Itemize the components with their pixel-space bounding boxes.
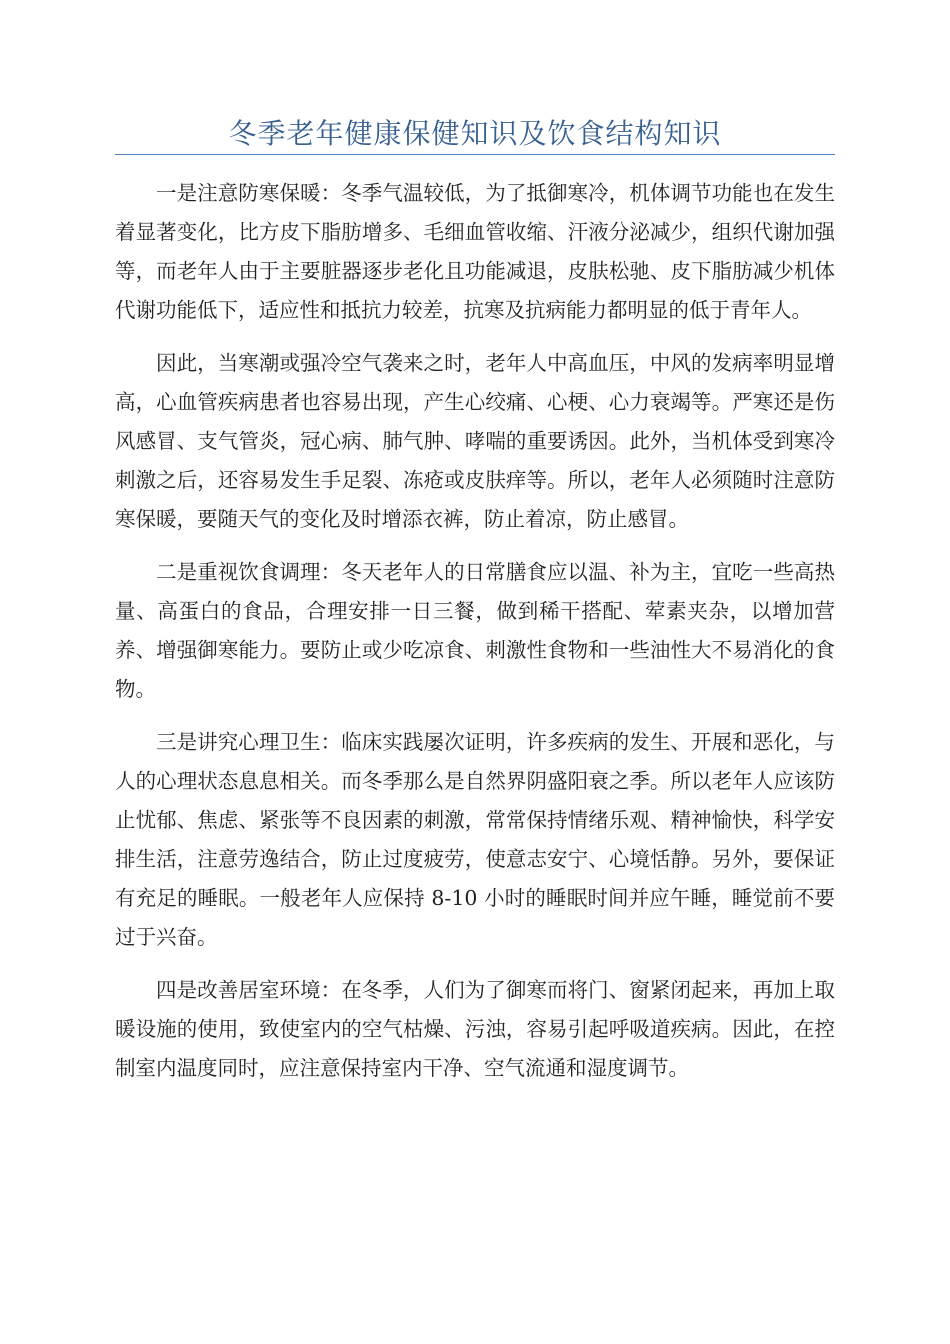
- document-body: [115, 174, 835, 1102]
- paragraph-indoor-environment: 四是改善居室环境：在冬季，人们为了御寒而将门、窗紧闭起来，再加上取暖设施的使用，致使室内的空气枯燥、污浊，容易引起呼吸道疾病。因此，在控制室内温度同时，应注意保持室内干净、空气流通和湿度调节。: [115, 978, 835, 1080]
- paragraph-mental-health: 三是讲究心理卫生：临床实践屡次证明，许多疾病的发生、开展和恶化，与人的心理状态息息相关。而冬季那么是自然界阴盛阳衰之季。所以老年人应该防止忧郁、焦虑、紧张等不良因素的刺激，常常保持情绪乐观、精神愉快，科学安排生活，注意劳逸结合，防止过度疲劳，使意志安宁、心境恬静。另外，要保证有充足的睡眠。一般老年人应保持 8-10 小时的睡眠时间并应午睡，睡觉前不要过于兴奋。: [115, 730, 835, 949]
- paragraph-cold-risks: 因此，当寒潮或强冷空气袭来之时，老年人中高血压，中风的发病率明显增高，心血管疾病患者也容易出现，产生心绞痛、心梗、心力衰竭等。严寒还是伤风感冒、支气管炎，冠心病、肺气肿、哮喘的重要诱因。此外，当机体受到寒冷刺激之后，还容易发生手足裂、冻疮或皮肤痒等。所以，老年人必须随时注意防寒保暖，要随天气的变化及时增添衣裤，防止着凉，防止感冒。: [115, 351, 835, 531]
- document-title: 冬季老年健康保健知识及饮食结构知识: [228, 117, 722, 150]
- paragraph-diet: 二是重视饮食调理：冬天老年人的日常膳食应以温、补为主，宜吃一些高热量、高蛋白的食品，合理安排一日三餐，做到稀干搭配、荤素夹杂，以增加营养、增强御寒能力。要防止或少吃凉食、刺激性食物和一些油性大不易消化的食物。: [115, 560, 835, 701]
- title-underline: [115, 154, 835, 155]
- paragraph-keep-warm: 一是注意防寒保暖：冬季气温较低，为了抵御寒冷，机体调节功能也在发生着显著变化，比方皮下脂肪增多、毛细血管收缩、汗液分泌减少，组织代谢加强等，而老年人由于主要脏器逐步老化且功能减退，皮肤松驰、皮下脂肪减少机体代谢功能低下，适应性和抵抗力较差，抗寒及抗病能力都明显的低于青年人。: [115, 181, 835, 322]
